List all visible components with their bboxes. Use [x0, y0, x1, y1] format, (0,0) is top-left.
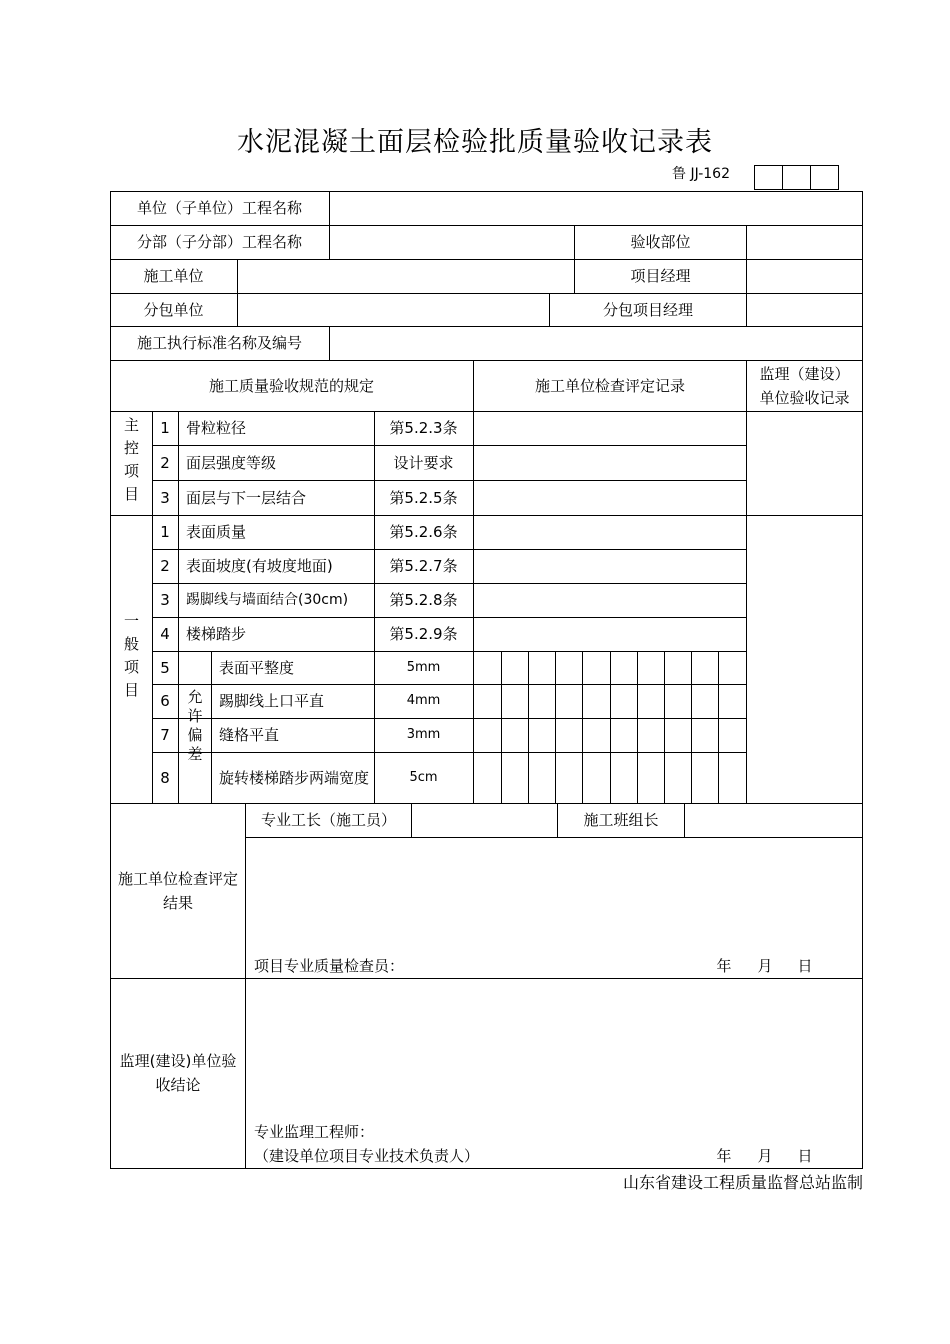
subcontract-manager-field[interactable] — [747, 293, 862, 326]
row-number: 4 — [160, 625, 170, 643]
team-leader-field[interactable] — [685, 803, 862, 837]
item-name: 骨粒粒径 — [186, 419, 247, 437]
date-month: 月 — [757, 957, 773, 975]
project-manager-field[interactable] — [747, 259, 862, 293]
standard-field[interactable] — [330, 326, 862, 360]
item-clause: 第5.2.6条 — [389, 523, 458, 541]
deviation-item-name: 旋转楼梯踏步两端宽度 — [219, 768, 370, 787]
item-name: 楼梯踏步 — [186, 625, 247, 643]
number-box[interactable] — [782, 165, 811, 190]
row-number: 8 — [160, 768, 170, 787]
item-clause: 第5.2.3条 — [389, 419, 458, 437]
number-box[interactable] — [810, 165, 839, 190]
item-clause: 第5.2.5条 — [389, 488, 458, 507]
supervision-result-area[interactable] — [246, 979, 862, 1115]
form-code: 鲁 JJ-162 — [672, 166, 730, 182]
inspector-label: 项目专业质量检查员： — [254, 957, 405, 975]
supervision-result-label: 监理(建设)单位验收结论 — [119, 1052, 237, 1094]
item-clause: 第5.2.7条 — [389, 557, 458, 575]
deviation-value: 4mm — [406, 693, 441, 708]
item-clause: 第5.2.8条 — [389, 591, 458, 609]
subcontract-unit-label: 分包单位 — [143, 300, 204, 319]
item-name: 面层强度等级 — [186, 453, 277, 472]
row-number: 5 — [160, 658, 170, 677]
row-number: 6 — [160, 692, 170, 710]
date-year: 年 — [716, 957, 732, 975]
construction-result-label: 施工单位检查评定结果 — [118, 869, 239, 912]
main-items-group-label: 主控项目 — [122, 417, 140, 509]
foreman-label: 专业工长（施工员） — [260, 811, 396, 829]
construction-unit-label: 施工单位 — [143, 267, 204, 285]
item-name: 面层与下一层结合 — [186, 488, 307, 507]
general-items-group-label: 一般项目 — [122, 613, 140, 705]
check-record-cell[interactable] — [474, 480, 746, 515]
subcontract-manager-label: 分包项目经理 — [602, 300, 693, 319]
deviation-group-label: 允许偏差 — [185, 689, 204, 765]
item-name: 表面质量 — [186, 523, 247, 541]
date-day: 日 — [797, 957, 813, 975]
unit-project-field[interactable] — [330, 191, 862, 225]
acceptance-part-field[interactable] — [747, 225, 862, 259]
subcontract-unit-field[interactable] — [238, 293, 549, 326]
spec-column-header: 施工质量验收规范的规定 — [208, 376, 374, 395]
form-number-boxes[interactable] — [755, 165, 839, 190]
row-number: 7 — [160, 726, 170, 744]
item-name: 表面坡度(有坡度地面) — [186, 557, 333, 575]
row-number: 1 — [160, 419, 170, 437]
tech-lead-label: （建设单位项目专业技术负责人） — [254, 1147, 480, 1165]
check-record-cell[interactable] — [474, 411, 746, 445]
sub-project-field[interactable] — [330, 225, 574, 259]
check-record-cell[interactable] — [474, 549, 746, 583]
deviation-value: 5cm — [409, 769, 438, 785]
supervision-header-line1: 监理（建设） — [759, 364, 850, 383]
row-number: 2 — [160, 453, 170, 472]
deviation-item-name: 表面平整度 — [219, 658, 295, 677]
general-items-supervision-cell[interactable] — [747, 515, 862, 803]
deviation-item-name: 踢脚线上口平直 — [219, 692, 325, 710]
supervision-engineer-label: 专业监理工程师： — [254, 1123, 375, 1141]
construction-unit-field[interactable] — [238, 259, 574, 293]
date-month: 月 — [757, 1147, 773, 1165]
deviation-value: 3mm — [406, 727, 441, 742]
number-box[interactable] — [754, 165, 783, 190]
date-year: 年 — [716, 1147, 732, 1165]
item-name: 踢脚线与墙面结合(30cm) — [186, 592, 349, 608]
check-record-cell[interactable] — [474, 617, 746, 651]
check-record-cell[interactable] — [474, 515, 746, 549]
issuer-footer: 山东省建设工程质量监督总站监制 — [622, 1173, 863, 1192]
deviation-value: 5mm — [406, 659, 441, 675]
check-record-column-header: 施工单位检查评定记录 — [534, 376, 685, 395]
row-number: 1 — [160, 523, 170, 541]
item-clause: 第5.2.9条 — [389, 625, 458, 643]
form-title: 水泥混凝土面层检验批质量验收记录表 — [237, 127, 713, 158]
supervision-column-header — [747, 360, 862, 411]
foreman-field[interactable] — [412, 803, 557, 837]
row-number: 3 — [160, 591, 170, 609]
construction-result-area[interactable] — [246, 838, 862, 948]
acceptance-part-label: 验收部位 — [630, 233, 691, 251]
row-number: 3 — [160, 488, 170, 507]
check-record-cell[interactable] — [474, 583, 746, 617]
team-leader-label: 施工班组长 — [583, 811, 659, 829]
supervision-header-line2: 单位验收记录 — [759, 388, 850, 407]
project-manager-label: 项目经理 — [630, 267, 691, 285]
unit-project-label: 单位（子单位）工程名称 — [136, 199, 302, 217]
sub-project-label: 分部（子分部）工程名称 — [136, 233, 302, 251]
item-clause: 设计要求 — [393, 453, 454, 472]
standard-label: 施工执行标准名称及编号 — [136, 334, 302, 352]
date-day: 日 — [797, 1147, 813, 1165]
deviation-item-name: 缝格平直 — [219, 726, 280, 744]
row-number: 2 — [160, 557, 170, 575]
check-record-cell[interactable] — [474, 445, 746, 480]
main-items-supervision-cell[interactable] — [747, 411, 862, 515]
